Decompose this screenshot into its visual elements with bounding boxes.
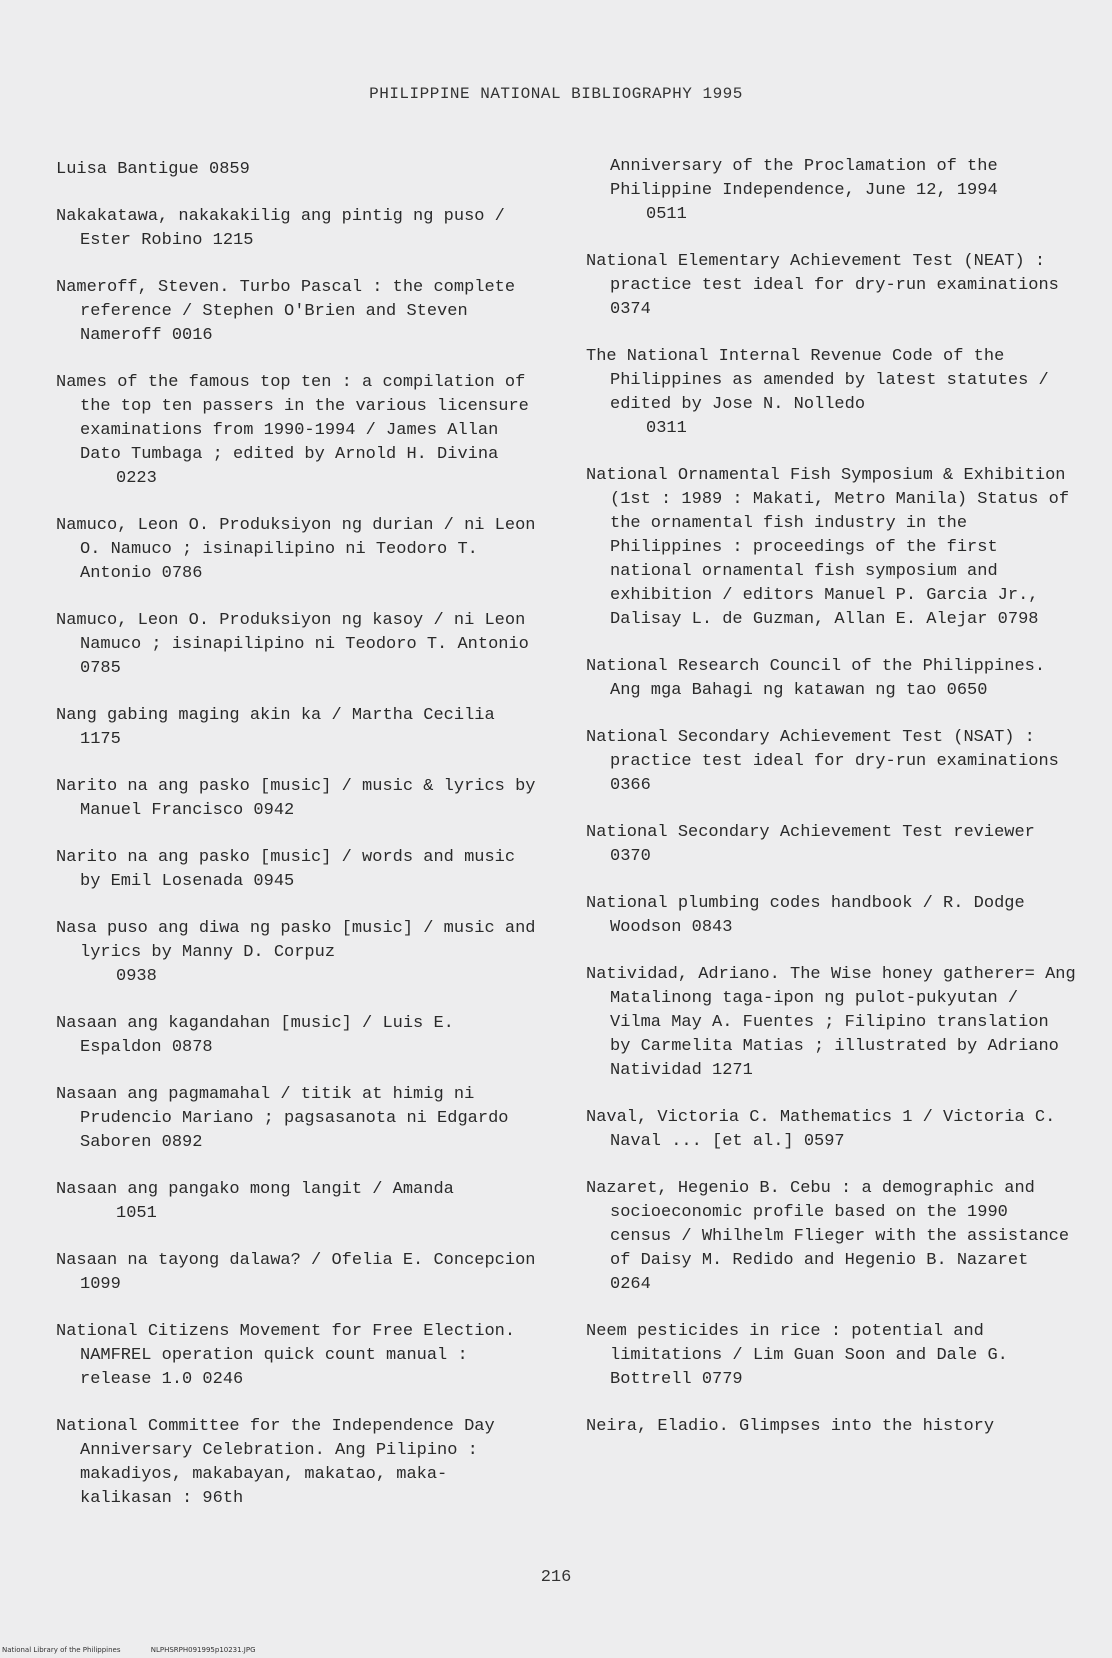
bibliography-entry bbox=[56, 775, 536, 823]
bibliography-entry bbox=[56, 371, 536, 491]
entry-text: National Committee for the Independence Day Anniversary Celebration. Ang Pilipino : makadiyos, makabayan, makatao, maka-kalikasan : 96th bbox=[56, 1417, 495, 1508]
bibliography-entry bbox=[56, 158, 536, 182]
entry-text: National plumbing codes handbook / R. Dodge Woodson 0843 bbox=[586, 894, 1025, 937]
library-credit: National Library of the Philippines bbox=[2, 1646, 121, 1654]
bibliography-entry bbox=[586, 464, 1076, 632]
bibliography-entry bbox=[56, 917, 536, 989]
entry-text: Nasaan ang pangako mong langit / Amanda bbox=[56, 1180, 454, 1199]
entry-text: Nasa puso ang diwa ng pasko [music] / music and lyrics by Manny D. Corpuz bbox=[56, 919, 536, 962]
entry-text: Names of the famous top ten : a compilation of the top ten passers in the various licensure examinations from 1990-1994 / James Allan Dato Tumbaga ; edited by Arnold H. Divina bbox=[56, 373, 529, 464]
bibliography-entry bbox=[586, 821, 1076, 869]
entry-text: Anniversary of the Proclamation of the Philippine Independence, June 12, 1994 bbox=[610, 157, 998, 200]
bibliography-entry bbox=[56, 205, 536, 253]
entry-number: 0311 bbox=[646, 419, 687, 438]
entry-text: National Elementary Achievement Test (NEAT) : practice test ideal for dry-run examinations 0374 bbox=[586, 252, 1059, 319]
bibliography-entry bbox=[586, 1177, 1076, 1297]
entry-text: Nazaret, Hegenio B. Cebu : a demographic and socioeconomic profile based on the 1990 census / Whilhelm Flieger with the assistance of Daisy M. Redido and Hegenio B. Nazaret 0264 bbox=[586, 1179, 1070, 1294]
entry-text: Namuco, Leon O. Produksiyon ng durian / ni Leon O. Namuco ; isinapilipino ni Teodoro T. Antonio 0786 bbox=[56, 516, 536, 583]
entry-number: 1051 bbox=[116, 1204, 157, 1223]
bibliography-entry bbox=[56, 846, 536, 894]
bibliography-entry bbox=[56, 704, 536, 752]
entry-text: National Secondary Achievement Test (NSAT) : practice test ideal for dry-run examinations 0366 bbox=[586, 728, 1059, 795]
file-id: NLPHSRPH091995p10231.JPG bbox=[150, 1646, 256, 1654]
entry-text: The National Internal Revenue Code of the Philippines as amended by latest statutes / edited by Jose N. Nolledo bbox=[586, 347, 1049, 414]
bibliography-entry bbox=[586, 655, 1076, 703]
entry-number: 0938 bbox=[116, 967, 157, 986]
bibliography-entry bbox=[56, 1012, 536, 1060]
entry-text: Naval, Victoria C. Mathematics 1 / Victoria C. Naval ... [et al.] 0597 bbox=[586, 1108, 1056, 1151]
entry-text: National Citizens Movement for Free Election. NAMFREL operation quick count manual : release 1.0 0246 bbox=[56, 1322, 516, 1389]
entry-text: National Research Council of the Philippines. Ang mga Bahagi ng katawan ng tao 0650 bbox=[586, 657, 1046, 700]
bibliography-entry bbox=[586, 963, 1076, 1083]
bibliography-entry bbox=[56, 1415, 536, 1511]
entry-text: Natividad, Adriano. The Wise honey gatherer= Ang Matalinong taga-ipon ng pulot-pukyutan / Vilma May A. Fuentes ; Filipino translation by Carmelita Matias ; illustrated by Adriano Natividad 1271 bbox=[586, 965, 1076, 1080]
bibliography-entry bbox=[56, 1178, 536, 1226]
entry-text: Nasaan na tayong dalawa? / Ofelia E. Concepcion 1099 bbox=[56, 1251, 536, 1294]
entry-text: Nasaan ang pagmamahal / titik at himig ni Prudencio Mariano ; pagsasanota ni Edgardo Saboren 0892 bbox=[56, 1085, 509, 1152]
entry-text: Neira, Eladio. Glimpses into the history bbox=[586, 1417, 995, 1436]
entry-text: Neem pesticides in rice : potential and limitations / Lim Guan Soon and Dale G. Bottrell 0779 bbox=[586, 1322, 1008, 1389]
page-title: PHILIPPINE NATIONAL BIBLIOGRAPHY 1995 bbox=[369, 85, 743, 103]
entry-text: Nasaan ang kagandahan [music] / Luis E. Espaldon 0878 bbox=[56, 1014, 454, 1057]
scan-footer bbox=[2, 1646, 284, 1654]
entry-number: 0511 bbox=[646, 205, 687, 224]
bibliography-entry bbox=[586, 1415, 1076, 1439]
bibliography-entry bbox=[56, 276, 536, 348]
bibliography-entry bbox=[56, 609, 536, 681]
page-number: 216 bbox=[540, 1568, 572, 1587]
entry-text: Nameroff, Steven. Turbo Pascal : the complete reference / Stephen O'Brien and Steven Nameroff 0016 bbox=[56, 278, 516, 345]
bibliography-entry bbox=[56, 1083, 536, 1155]
entry-text: Narito na ang pasko [music] / words and music by Emil Losenada 0945 bbox=[56, 848, 516, 891]
bibliography-entry bbox=[586, 1106, 1076, 1154]
entry-text: Nang gabing maging akin ka / Martha Cecilia 1175 bbox=[56, 706, 495, 749]
entry-text: National Secondary Achievement Test reviewer 0370 bbox=[586, 823, 1035, 866]
bibliography-entry bbox=[586, 250, 1076, 322]
bibliography-entry bbox=[586, 1320, 1076, 1392]
entry-text: Luisa Bantigue 0859 bbox=[56, 160, 250, 179]
bibliography-entry bbox=[56, 1320, 536, 1392]
left-column bbox=[56, 158, 536, 1534]
entry-text: National Ornamental Fish Symposium & Exhibition (1st : 1989 : Makati, Metro Manila) Status of the ornamental fish industry in the Philippines : proceedings of the first national ornamental fish symposium and exhibition / editors Manuel P. Garcia Jr., Dalisay L. de Guzman, Allan E. Alejar 0798 bbox=[586, 466, 1070, 629]
bibliography-entry bbox=[586, 155, 1076, 227]
bibliography-entry bbox=[56, 1249, 536, 1297]
right-column bbox=[586, 155, 1076, 1462]
bibliography-entry bbox=[586, 345, 1076, 441]
entry-text: Nakakatawa, nakakakilig ang pintig ng puso / Ester Robino 1215 bbox=[56, 207, 505, 250]
bibliography-entry bbox=[56, 514, 536, 586]
entry-text: Namuco, Leon O. Produksiyon ng kasoy / ni Leon Namuco ; isinapilipino ni Teodoro T. Antonio 0785 bbox=[56, 611, 529, 678]
bibliography-entry bbox=[586, 892, 1076, 940]
bibliography-entry bbox=[586, 726, 1076, 798]
entry-text: Narito na ang pasko [music] / music & lyrics by Manuel Francisco 0942 bbox=[56, 777, 536, 820]
entry-number: 0223 bbox=[116, 469, 157, 488]
